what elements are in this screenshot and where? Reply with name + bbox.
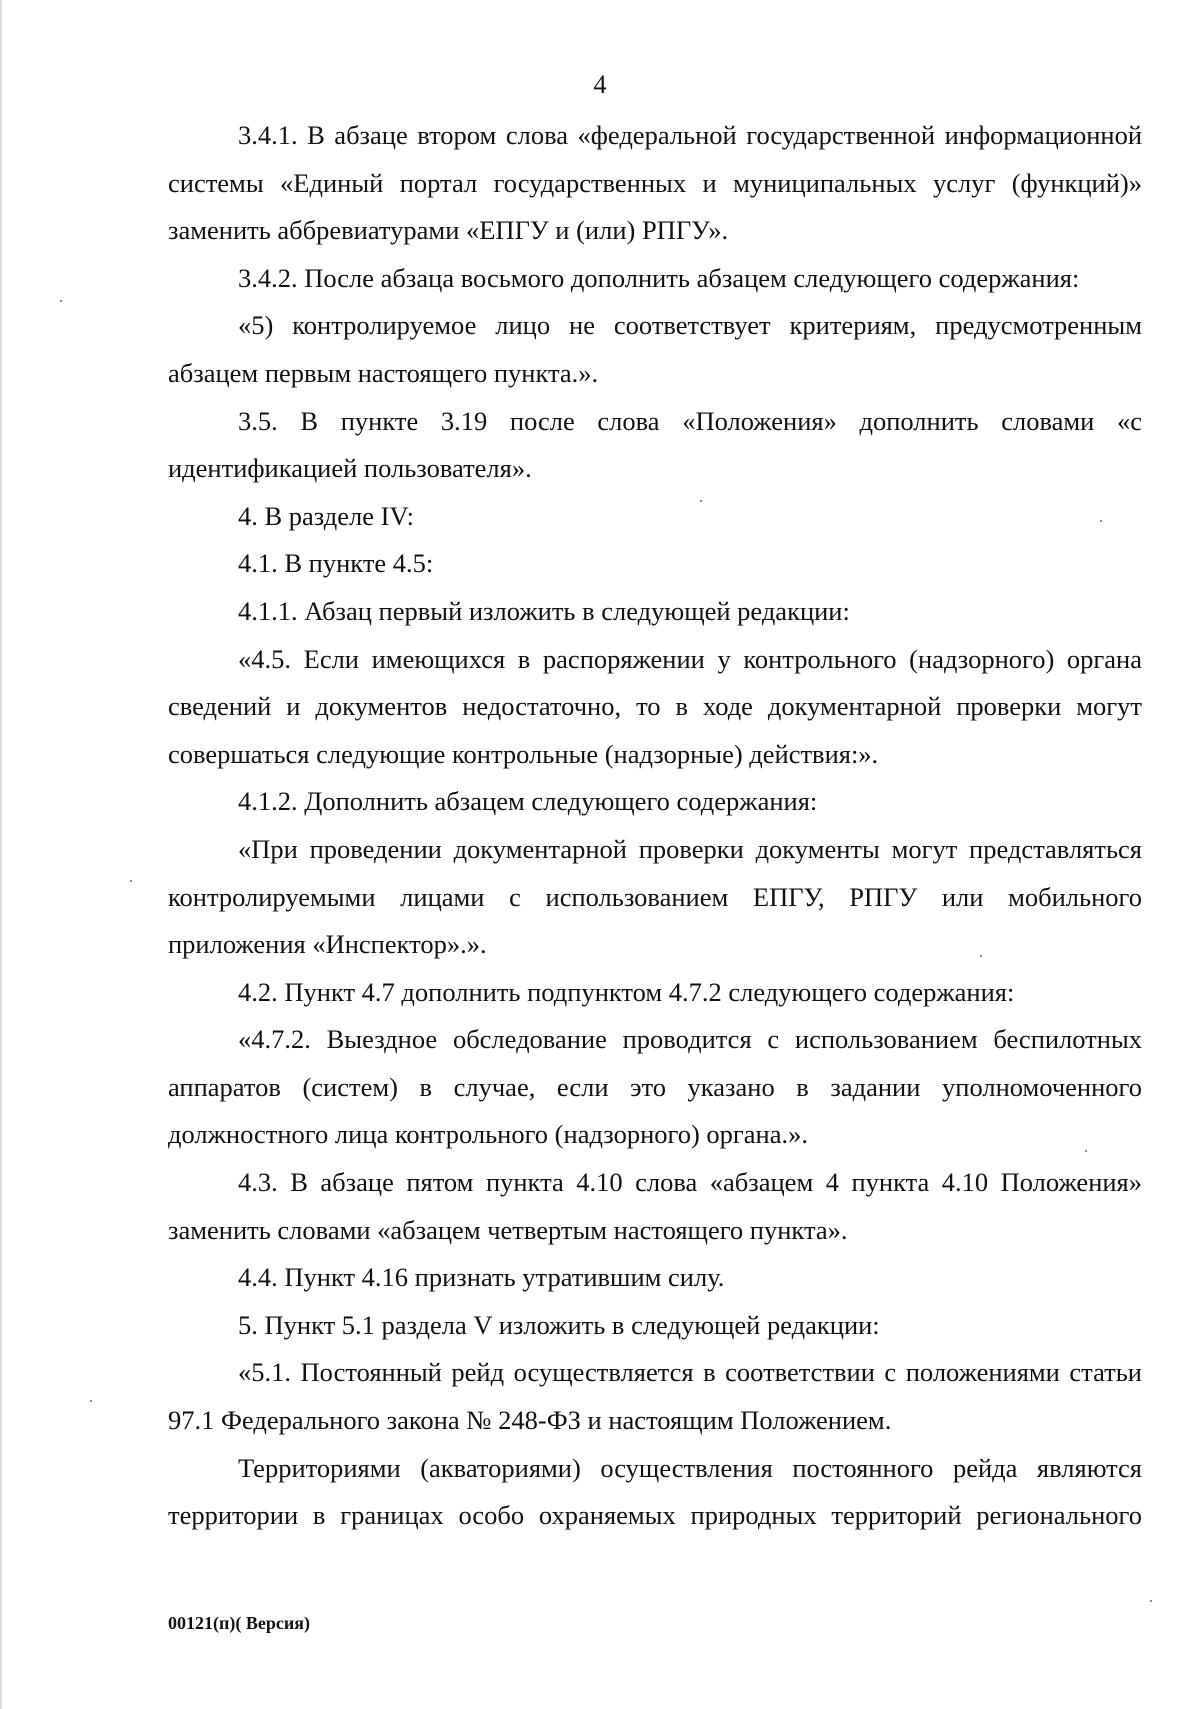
scan-speck (1150, 1600, 1152, 1602)
footer-code: 00121(п)( (168, 1613, 242, 1633)
page-number: 4 (593, 70, 607, 99)
paragraph-4-2: 4.2. Пункт 4.7 дополнить подпунктом 4.7.2 следующего содержания: (238, 976, 1015, 1007)
scan-edge-shadow (0, 0, 3, 1709)
scan-speck (1100, 520, 1102, 522)
paragraph-4: 4. В разделе IV: (238, 500, 415, 531)
paragraph-quote-4-7-2: «4.7.2. Выездное обследование проводится с использованием беспилотных аппаратов (систем) в случае, если это указано в задании уполномоченного должностного лица контрольного (надзорного) органа.». (168, 1024, 1142, 1150)
scan-speck (130, 880, 132, 882)
paragraph-4-4: 4.4. Пункт 4.16 признать утратившим силу. (238, 1262, 725, 1293)
paragraph-4-3: 4.3. В абзаце пятом пункта 4.10 слова «абзацем 4 пункта 4.10 Положения» заменить словами «абзацем четвертым настоящего пункта». (168, 1167, 1142, 1245)
paragraph-territories: Территориями (акваториями) осуществления постоянного рейда являются территории в границах особо охраняемых природных территорий регионального (168, 1452, 1142, 1531)
scan-speck (700, 500, 702, 502)
scan-speck (980, 955, 982, 957)
paragraph-quote-5: «5) контролируемое лицо не соответствует критериям, предусмотренным абзацем первым настоящего пункта.». (168, 310, 1142, 388)
paragraph-5: 5. Пункт 5.1 раздела V изложить в следующей редакции: (238, 1309, 880, 1340)
footer-version: Версия) (241, 1613, 310, 1633)
scan-speck (60, 300, 62, 302)
paragraph-quote-5-1: «5.1. Постоянный рейд осуществляется в соответствии с положениями статьи 97.1 Федерального закона № 248-ФЗ и настоящим Положением. (168, 1357, 1142, 1436)
paragraph-4-1-2: 4.1.2. Дополнить абзацем следующего содержания: (238, 786, 818, 817)
paragraph-4-1: 4.1. В пункте 4.5: (238, 548, 434, 579)
scan-speck (90, 1400, 92, 1402)
paragraph-3-5: 3.5. В пункте 3.19 после слова «Положения» дополнить словами «с идентификацией пользователя». (168, 405, 1142, 484)
paragraph-3-4-1: 3.4.1. В абзаце втором слова «федеральной государственной информационной системы «Единый портал государственных и муниципальных услуг (функций)» заменить аббревиатурами «ЕПГУ и (или) РПГУ». (168, 120, 1142, 246)
scan-speck (1085, 1150, 1087, 1152)
paragraph-quote-documentary: «При проведении документарной проверки документы могут представляться контролируемыми лицами с использованием ЕПГУ, РПГУ или мобильного приложения «Инспектор».». (168, 833, 1142, 960)
paragraph-4-1-1: 4.1.1. Абзац первый изложить в следующей редакции: (238, 595, 850, 626)
paragraph-3-4-2: 3.4.2. После абзаца восьмого дополнить абзацем следующего содержания: (238, 262, 1080, 293)
document-body (168, 112, 1142, 1540)
document-footer (168, 1612, 310, 1634)
paragraph-quote-4-5: «4.5. Если имеющихся в распоряжении у контрольного (надзорного) органа сведений и документов недостаточно, то в ходе документарной проверки могут совершаться следующие контрольные (надзорные) действия:». (168, 643, 1142, 769)
